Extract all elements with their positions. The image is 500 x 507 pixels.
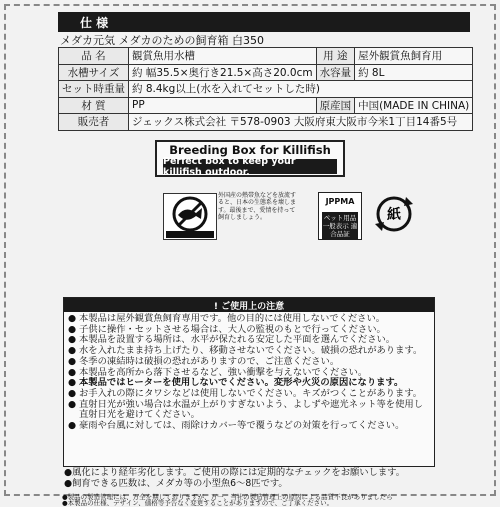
- breeding-box-subtitle: Perfect box to keep your killifish outdoor.: [163, 159, 337, 174]
- caution-text: 本製品を設置する場所は、水平が保たれる安定した平面を選んでください。: [79, 334, 396, 346]
- spec-label: 販売者: [59, 114, 129, 131]
- recycle-label: 紙: [387, 207, 401, 223]
- spec-row: [59, 114, 473, 131]
- breeding-box-banner: [155, 140, 345, 177]
- spec-value: PP: [129, 97, 317, 114]
- spec-value: 屋外観賞魚飼育用: [355, 48, 473, 65]
- fine-print: ●製品の製造管理には、万全を期しておりますが、万一、当社の製造管理上の原因による品質不良がありましたら: [62, 493, 393, 501]
- jppma-caption: ペット用品 一般表示 適合品証: [322, 214, 358, 238]
- list-item: [68, 421, 432, 432]
- caution-text: 本製品は屋外観賞魚飼育専用です。他の目的には使用しないでください。: [79, 313, 386, 324]
- no-release-fish-icon: [163, 193, 217, 240]
- spec-value: 約 8.4kg以上(水を入れてセットした時): [129, 81, 473, 98]
- bullet-icon: ●: [68, 345, 77, 357]
- jppma-title: JPPMA: [325, 197, 355, 206]
- spec-value: 中国(MADE IN CHINA): [355, 97, 473, 114]
- spec-row: [59, 97, 473, 114]
- list-item: [68, 357, 432, 368]
- spec-row: [59, 48, 473, 65]
- spec-label: 水槽サイズ: [59, 64, 129, 81]
- eco-warning-text: 外国産の熱帯魚などを放流すると、日本の生態系を壊します。最後まで、愛情を持って飼育しましょう。: [218, 192, 297, 222]
- caution-text: 本製品を高所から落下させるなど、強い衝撃を与えないでください。: [79, 366, 368, 378]
- bullet-icon: ●: [68, 420, 77, 432]
- breeding-box-title: Breeding Box for Killifish: [169, 143, 331, 157]
- bullet-icon: ●: [68, 323, 77, 335]
- bullet-icon: ●: [68, 334, 77, 346]
- spec-intro: メダカ元気 メダカのための飼育箱 白350: [60, 34, 264, 47]
- bullet-icon: ●: [68, 387, 77, 399]
- caution-text: 豪雨や台風に対しては、雨除けカバー等で覆うなどの対策を行ってください。: [79, 420, 405, 432]
- list-item: ●飼育できる匹数は、メダカ等の小型魚6～8匹です。: [64, 478, 288, 489]
- jppma-badge: [318, 192, 362, 240]
- spec-value: ジェックス株式会社 〒578-0903 大阪府東大阪市今米1丁目14番5号: [129, 114, 473, 131]
- list-item: ●風化により経年劣化します。ご使用の際には定期的なチェックをお願いします。: [64, 467, 406, 478]
- caution-text: 子供に操作・セットさせる場合は、大人の監視のもとで行ってください。: [79, 323, 386, 335]
- caution-text: 冬季の凍結時は破損の恐れがありますので、ご注意ください。: [79, 355, 340, 367]
- bullet-icon: ●: [68, 398, 77, 410]
- spec-label: 用 途: [316, 48, 355, 65]
- spec-label: セット時重量: [59, 81, 129, 98]
- caution-list: [68, 314, 432, 432]
- caution-box: [63, 297, 435, 467]
- spec-label: 材 質: [59, 97, 129, 114]
- spec-value: 観賞魚用水槽: [129, 48, 317, 65]
- spec-value: 約 幅35.5×奥行き21.5×高さ20.0cm: [129, 64, 317, 81]
- paper-recycle-icon: [372, 192, 416, 236]
- bullet-icon: ●: [68, 377, 77, 389]
- fine-print: ●本製品の仕様、デザイン、価格等予告なく変更することがありますので、ご了承ください。: [62, 499, 334, 507]
- caution-title: ! ご使用上の注意: [64, 298, 434, 312]
- spec-header: 仕 様: [58, 12, 470, 32]
- spec-label: 原産国: [316, 97, 355, 114]
- spec-value: 約 8L: [355, 64, 473, 81]
- spec-table: [58, 47, 473, 131]
- caution-text: 直射日光を避けてください。: [79, 409, 200, 421]
- bullet-icon: ●: [68, 355, 77, 367]
- bullet-icon: ●: [68, 313, 77, 324]
- spec-label: 品 名: [59, 48, 129, 65]
- caution-text: 本製品ではヒーターを使用しないでください。変形や火災の原因になります。: [79, 377, 404, 389]
- caution-text: 水を入れたまま持ち上げたり、移動させないでください。破損の恐れがあります。: [79, 345, 423, 357]
- spec-label: 水容量: [316, 64, 355, 81]
- spec-row: [59, 64, 473, 81]
- notes-list: [64, 467, 405, 489]
- bullet-icon: ●: [68, 366, 77, 378]
- caution-text: 直射日光が強い場合は水温が上がりすぎないよう、よしずや遮光ネット等を使用し: [79, 398, 423, 410]
- caution-text: お手入れの際にタワシなどは使用しないでください。キズがつくことがあります。: [79, 387, 423, 399]
- spec-row: [59, 81, 473, 98]
